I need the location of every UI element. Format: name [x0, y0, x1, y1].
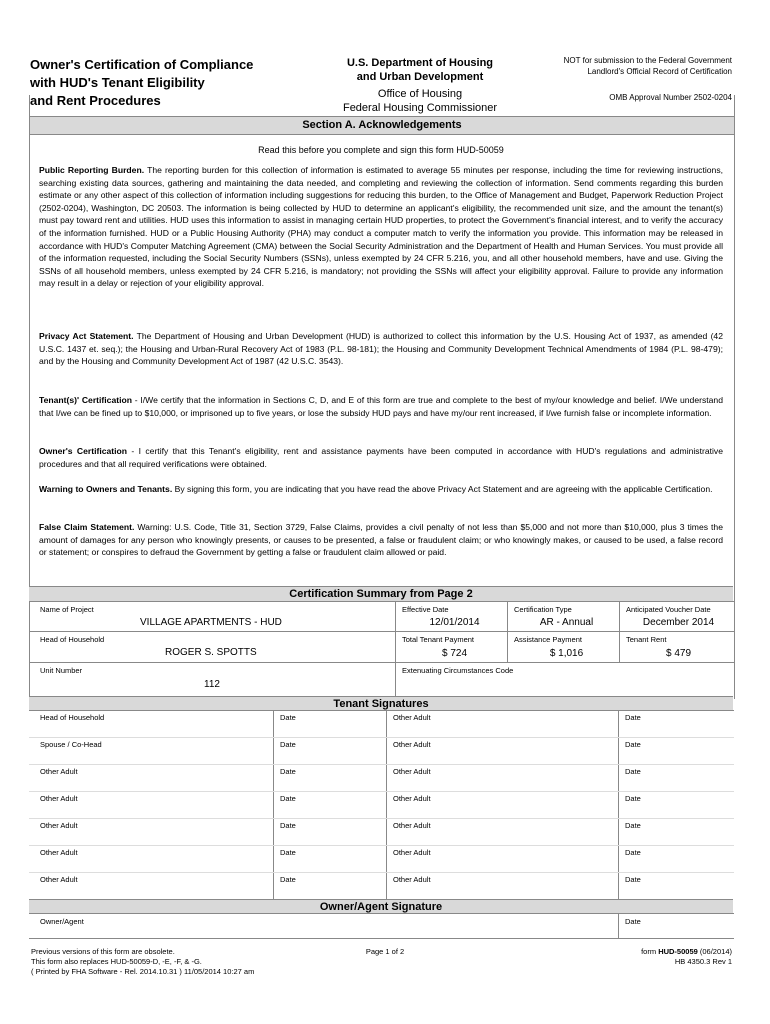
- signature-name-left[interactable]: Other Adult: [40, 821, 78, 830]
- signature-name-left[interactable]: Other Adult: [40, 848, 78, 857]
- cert-type-label: Certification Type: [514, 605, 572, 614]
- owner-agent-label[interactable]: Owner/Agent: [40, 917, 84, 926]
- divider: [619, 601, 620, 662]
- hoh-value[interactable]: ROGER S. SPOTTS: [165, 647, 257, 658]
- notice-line: Landlord's Official Record of Certification: [587, 67, 732, 76]
- form-id-line: [560, 947, 732, 957]
- divider: [618, 710, 619, 899]
- assistance-label: Assistance Payment: [514, 635, 582, 644]
- para-text: By signing this form, you are indicating that you have read the above Privacy Act Statement and are agreeing with the applicable Certification.: [172, 484, 713, 494]
- omb-number: OMB Approval Number 2502-0204: [609, 93, 732, 102]
- signature-name-right[interactable]: Other Adult: [393, 767, 431, 776]
- signature-date-right[interactable]: Date: [625, 713, 641, 722]
- divider: [29, 872, 734, 873]
- section-a-title: Section A. Acknowledgements: [29, 116, 735, 135]
- para-heading: Public Reporting Burden.: [39, 165, 145, 175]
- privacy-act-paragraph: [39, 330, 723, 368]
- warning-paragraph: [39, 483, 723, 496]
- signature-name-left[interactable]: Other Adult: [40, 767, 78, 776]
- unit-value[interactable]: 112: [204, 679, 220, 690]
- signature-date-left[interactable]: Date: [280, 821, 296, 830]
- ttp-label: Total Tenant Payment: [402, 635, 474, 644]
- divider: [29, 938, 734, 939]
- project-label: Name of Project: [40, 605, 94, 614]
- divider: [618, 913, 619, 938]
- signature-date-right[interactable]: Date: [625, 821, 641, 830]
- owner-certification-paragraph: [39, 445, 723, 470]
- tenant-certification-paragraph: [39, 394, 723, 419]
- divider: [29, 818, 734, 819]
- owner-date-label[interactable]: Date: [625, 917, 641, 926]
- signature-name-right[interactable]: Other Adult: [393, 821, 431, 830]
- title-line: with HUD's Tenant Eligibility: [30, 75, 205, 90]
- tenant-rent-value[interactable]: $ 479: [665, 648, 692, 659]
- owner-signature-title: Owner/Agent Signature: [29, 899, 733, 914]
- divider: [29, 662, 734, 663]
- page-number: Page 1 of 2: [365, 947, 405, 956]
- effective-date-label: Effective Date: [402, 605, 449, 614]
- para-heading: Owner's Certification: [39, 446, 128, 456]
- signature-date-right[interactable]: Date: [625, 848, 641, 857]
- para-text: Warning: U.S. Code, Title 31, Section 3729, False Claims, provides a civil penalty of not less than $5,000 and not more than $10,000, plus 3 times the amount of damages for any person who knowingly presents, or causes to be presented, a false or fraudulent claim; or who knowingly makes, or caused to be used, a false record or statement; or conspires to defraud the Government by getting a false or fraudulent claim allowed or paid.: [39, 522, 723, 558]
- public-burden-paragraph: [39, 164, 723, 290]
- signature-date-left[interactable]: Date: [280, 767, 296, 776]
- signature-date-right[interactable]: Date: [625, 794, 641, 803]
- para-text: The reporting burden for this collection of information is estimated to average 55 minutes per response, including the time for reviewing instructions, searching existing data sources, gathering and maintaining the data needed, and completing and reviewing the collection of information. Send comments regarding this burden estimate or any other aspect of this collection of information including suggestions for reducing this burden, to the Office of Management and Budget, Paperwork Reduction Project (2502-0204), Washington, DC 20503. The information is being collected by HUD to determine an applicant's eligibility, the recommended unit size, and the amount the tenant(s) must pay toward rent and utilities. HUD uses this information to assist in managing certain HUD properties, to protect the Government's financial interest, and to verify the accuracy of the information furnished. HUD or a Public Housing Authority (PHA) may conduct a computer match to verify the information you provide. This information may be released in accordance with HUD's Computer Matching Agreement (CMA) between the Social Security Administration and the Department of Health and Human Services. You must provide all of the information requested, including the Social Security Numbers (SSNs), unless exempted by 24 CFR 5.216, you, and all other household members, have and use. Giving the SSNs of all household members, unless exempted by 24 CFR 5.216, is mandatory; not providing the SSNs will affect your eligibility approval. Failure to provide any information may result in a delay or rejection of your eligibility approval.: [39, 165, 723, 289]
- divider: [386, 710, 387, 899]
- signature-name-left[interactable]: Other Adult: [40, 794, 78, 803]
- para-text: - I certify that this Tenant's eligibility, rent and assistance payments have been computed in accordance with HUD's regulations and administrative procedures and that all required verifications were obtained.: [39, 446, 723, 469]
- signature-name-left[interactable]: Spouse / Co-Head: [40, 740, 102, 749]
- footer-left: [31, 947, 254, 977]
- signature-name-right[interactable]: Other Adult: [393, 794, 431, 803]
- title-line: and Rent Procedures: [30, 93, 161, 108]
- office-line: Federal Housing Commissioner: [342, 102, 498, 114]
- agency-line: U.S. Department of Housing: [346, 57, 494, 69]
- signature-date-right[interactable]: Date: [625, 875, 641, 884]
- effective-date-value[interactable]: 12/01/2014: [429, 617, 480, 628]
- notice-line: NOT for submission to the Federal Government: [563, 56, 732, 65]
- divider: [507, 601, 508, 662]
- tenant-rent-label: Tenant Rent: [626, 635, 667, 644]
- signature-name-left[interactable]: Head of Household: [40, 713, 105, 722]
- signature-date-right[interactable]: Date: [625, 767, 641, 776]
- signature-date-right[interactable]: Date: [625, 740, 641, 749]
- signature-date-left[interactable]: Date: [280, 875, 296, 884]
- divider: [29, 601, 734, 602]
- signature-name-right[interactable]: Other Adult: [393, 713, 431, 722]
- divider: [29, 791, 734, 792]
- cert-type-value[interactable]: AR - Annual: [539, 617, 594, 628]
- divider: [29, 710, 734, 711]
- office-line: Office of Housing: [377, 88, 463, 100]
- signature-name-left[interactable]: Other Adult: [40, 875, 78, 884]
- signature-date-left[interactable]: Date: [280, 848, 296, 857]
- read-note: Read this before you complete and sign this form HUD-50059: [258, 145, 504, 155]
- footer-line: Previous versions of this form are obsolete.: [31, 947, 175, 956]
- divider: [29, 913, 734, 914]
- summary-title: Certification Summary from Page 2: [29, 586, 733, 601]
- agency-line: and Urban Development: [356, 71, 484, 83]
- signature-date-left[interactable]: Date: [280, 740, 296, 749]
- voucher-date-label: Anticipated Voucher Date: [626, 605, 711, 614]
- form-prefix: form: [641, 947, 659, 956]
- footer-line: ( Printed by FHA Software - Rel. 2014.10.31 ) 11/05/2014 10:27 am: [31, 967, 255, 976]
- assistance-value[interactable]: $ 1,016: [549, 648, 584, 659]
- ttp-value[interactable]: $ 724: [441, 648, 468, 659]
- divider: [29, 631, 734, 632]
- para-heading: Warning to Owners and Tenants.: [39, 484, 173, 494]
- false-claim-paragraph: [39, 521, 723, 559]
- form-id: HUD-50059: [658, 947, 698, 956]
- voucher-date-value[interactable]: December 2014: [642, 617, 715, 628]
- divider: [273, 710, 274, 899]
- para-heading: Privacy Act Statement.: [39, 331, 134, 341]
- signature-name-right[interactable]: Other Adult: [393, 740, 431, 749]
- tenant-signatures-title: Tenant Signatures: [29, 696, 733, 711]
- para-text: The Department of Housing and Urban Development (HUD) is authorized to collect this information by the U.S. Housing Act of 1937, as amended (42 U.S.C. 1437 et. seq.); the Housing and Urban-Rural Recovery Act of 1983 (P.L. 98-181); the Housing and Community Development Technical Amendments of 1984 (P.L. 98-479); and by the Housing and Community Development Act of 1987 (42 U.S.C. 3543).: [39, 331, 723, 367]
- footer-right: [560, 947, 732, 967]
- handbook: HB 4350.3 Rev 1: [674, 957, 732, 966]
- divider: [395, 601, 396, 696]
- divider: [29, 737, 734, 738]
- para-heading: False Claim Statement.: [39, 522, 135, 532]
- signature-date-left[interactable]: Date: [280, 713, 296, 722]
- project-value[interactable]: VILLAGE APARTMENTS - HUD: [140, 617, 282, 628]
- signature-name-right[interactable]: Other Adult: [393, 875, 431, 884]
- signature-name-right[interactable]: Other Adult: [393, 848, 431, 857]
- divider: [29, 764, 734, 765]
- para-heading: Tenant(s)' Certification: [39, 395, 132, 405]
- footer-line: This form also replaces HUD-50059-D, -E, -F, & -G.: [31, 957, 202, 966]
- form-date: (06/2014): [697, 947, 732, 956]
- title-line: Owner's Certification of Compliance: [30, 57, 254, 72]
- submission-notice: [540, 55, 732, 77]
- divider: [29, 845, 734, 846]
- extenuating-label: Extenuating Circumstances Code: [402, 666, 514, 675]
- para-text: - I/We certify that the information in Sections C, D, and E of this form are true and complete to the best of my/our knowledge and belief. I/We understand that I/we can be fined up to $10,000, or imprisoned up to five years, or lose the subsidy HUD pays and have my/our rent increased, if I/we furnish false or incomplete information.: [39, 395, 723, 418]
- signature-date-left[interactable]: Date: [280, 794, 296, 803]
- hoh-label: Head of Household: [40, 635, 105, 644]
- unit-label: Unit Number: [40, 666, 83, 675]
